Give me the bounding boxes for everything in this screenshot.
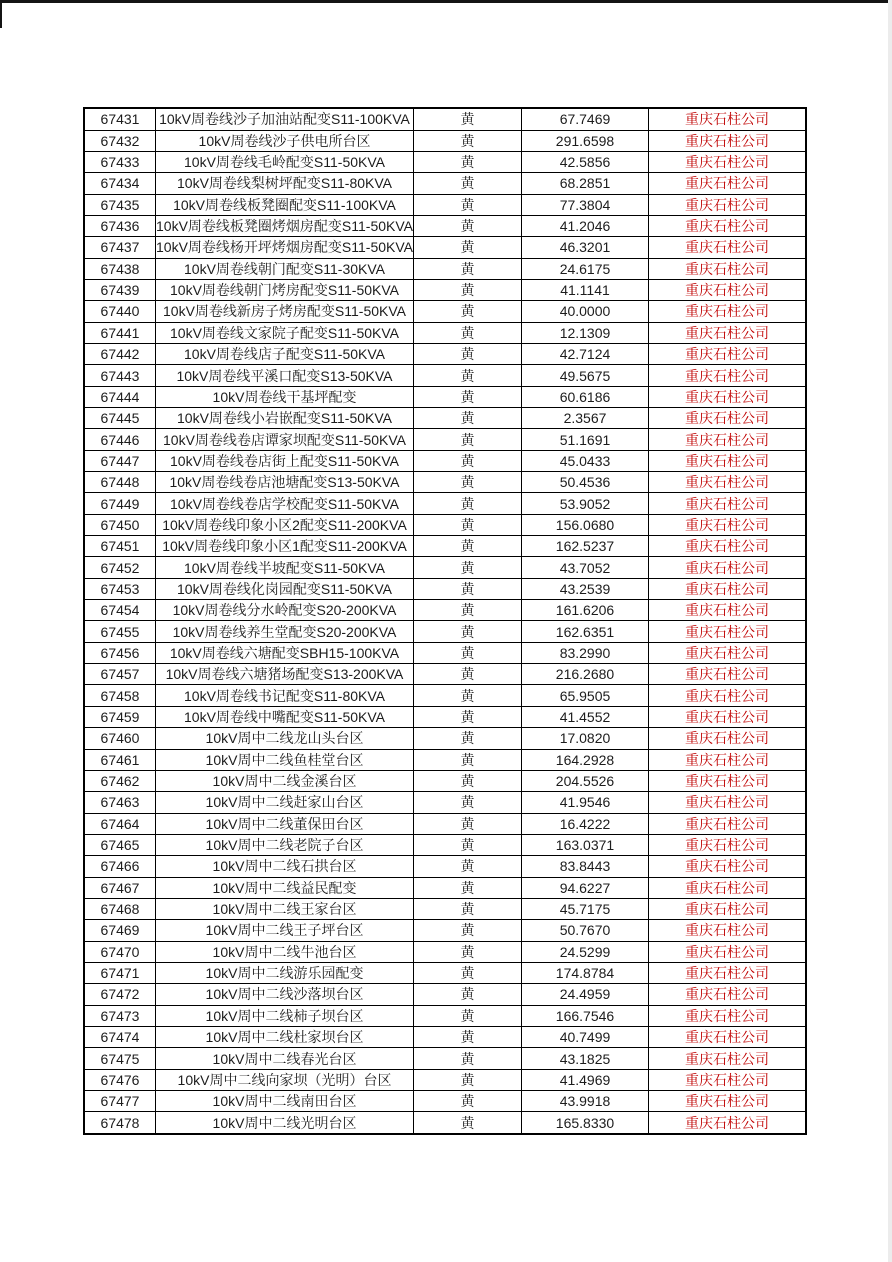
company-cell: 重庆石柱公司 [649,1112,807,1134]
status-cell: 黄 [414,770,522,791]
id-cell: 67452 [84,557,156,578]
id-cell: 67444 [84,386,156,407]
id-cell: 67437 [84,237,156,258]
id-cell: 67476 [84,1069,156,1090]
name-cell: 10kV周卷线印象小区1配变S11-200KVA [156,536,414,557]
table-row [84,258,806,279]
name-cell: 10kV周卷线梨树坪配变S11-80KVA [156,173,414,194]
value-cell: 17.0820 [522,728,649,749]
table-row [84,1069,806,1090]
value-cell: 165.8330 [522,1112,649,1134]
name-cell: 10kV周卷线板凳圈烤烟房配变S11-50KVA [156,215,414,236]
value-cell: 41.9546 [522,792,649,813]
status-cell: 黄 [414,1112,522,1134]
id-cell: 67448 [84,472,156,493]
status-cell: 黄 [414,642,522,663]
company-cell: 重庆石柱公司 [649,685,807,706]
id-cell: 67445 [84,408,156,429]
value-cell: 45.0433 [522,450,649,471]
name-cell: 10kV周卷线卷店池塘配变S13-50KVA [156,472,414,493]
company-cell: 重庆石柱公司 [649,621,807,642]
table-row [84,237,806,258]
id-cell: 67439 [84,279,156,300]
table-row [84,941,806,962]
id-cell: 67473 [84,1005,156,1026]
name-cell: 10kV周卷线朝门烤房配变S11-50KVA [156,279,414,300]
company-cell: 重庆石柱公司 [649,600,807,621]
page-right-edge [888,0,892,1262]
company-cell: 重庆石柱公司 [649,1005,807,1026]
id-cell: 67460 [84,728,156,749]
name-cell: 10kV周卷线平溪口配变S13-50KVA [156,365,414,386]
name-cell: 10kV周中二线春光台区 [156,1048,414,1069]
status-cell: 黄 [414,1026,522,1047]
value-cell: 162.5237 [522,536,649,557]
status-cell: 黄 [414,877,522,898]
status-cell: 黄 [414,514,522,535]
status-cell: 黄 [414,856,522,877]
name-cell: 10kV周中二线游乐园配变 [156,962,414,983]
id-cell: 67454 [84,600,156,621]
name-cell: 10kV周卷线卷店谭家坝配变S11-50KVA [156,429,414,450]
id-cell: 67449 [84,493,156,514]
status-cell: 黄 [414,258,522,279]
status-cell: 黄 [414,173,522,194]
name-cell: 10kV周中二线牛池台区 [156,941,414,962]
status-cell: 黄 [414,536,522,557]
name-cell: 10kV周中二线董保田台区 [156,813,414,834]
name-cell: 10kV周中二线向家坝（光明）台区 [156,1069,414,1090]
name-cell: 10kV周中二线老院子台区 [156,834,414,855]
value-cell: 42.5856 [522,151,649,172]
company-cell: 重庆石柱公司 [649,472,807,493]
name-cell: 10kV周卷线新房子烤房配变S11-50KVA [156,301,414,322]
status-cell: 黄 [414,706,522,727]
status-cell: 黄 [414,728,522,749]
table-row [84,536,806,557]
id-cell: 67443 [84,365,156,386]
status-cell: 黄 [414,194,522,215]
name-cell: 10kV周卷线沙子加油站配变S11-100KVA [156,108,414,130]
status-cell: 黄 [414,621,522,642]
company-cell: 重庆石柱公司 [649,429,807,450]
name-cell: 10kV周卷线半坡配变S11-50KVA [156,557,414,578]
name-cell: 10kV周中二线王子坪台区 [156,920,414,941]
company-cell: 重庆石柱公司 [649,962,807,983]
value-cell: 43.9918 [522,1091,649,1112]
table-row [84,728,806,749]
table-row [84,386,806,407]
company-cell: 重庆石柱公司 [649,877,807,898]
id-cell: 67477 [84,1091,156,1112]
table-row [84,343,806,364]
status-cell: 黄 [414,322,522,343]
table-row [84,472,806,493]
id-cell: 67474 [84,1026,156,1047]
company-cell: 重庆石柱公司 [649,173,807,194]
table-row [84,664,806,685]
table-row [84,898,806,919]
table-row [84,1005,806,1026]
status-cell: 黄 [414,386,522,407]
name-cell: 10kV周中二线沙落坝台区 [156,984,414,1005]
value-cell: 65.9505 [522,685,649,706]
page-top-edge [0,0,892,3]
id-cell: 67465 [84,834,156,855]
company-cell: 重庆石柱公司 [649,898,807,919]
status-cell: 黄 [414,1091,522,1112]
name-cell: 10kV周卷线卷店街上配变S11-50KVA [156,450,414,471]
value-cell: 164.2928 [522,749,649,770]
status-cell: 黄 [414,1005,522,1026]
value-cell: 41.2046 [522,215,649,236]
table-row [84,173,806,194]
value-cell: 40.0000 [522,301,649,322]
table-row [84,450,806,471]
table-row [84,834,806,855]
table-row [84,1026,806,1047]
company-cell: 重庆石柱公司 [649,1048,807,1069]
name-cell: 10kV周卷线小岩嵌配变S11-50KVA [156,408,414,429]
status-cell: 黄 [414,493,522,514]
table-row [84,557,806,578]
company-cell: 重庆石柱公司 [649,386,807,407]
value-cell: 60.6186 [522,386,649,407]
name-cell: 10kV周卷线干基坪配变 [156,386,414,407]
status-cell: 黄 [414,600,522,621]
table-row [84,600,806,621]
company-cell: 重庆石柱公司 [649,856,807,877]
status-cell: 黄 [414,108,522,130]
value-cell: 83.2990 [522,642,649,663]
company-cell: 重庆石柱公司 [649,493,807,514]
name-cell: 10kV周中二线赶家山台区 [156,792,414,813]
company-cell: 重庆石柱公司 [649,237,807,258]
id-cell: 67471 [84,962,156,983]
table-row [84,1091,806,1112]
name-cell: 10kV周中二线石拱台区 [156,856,414,877]
name-cell: 10kV周中二线益民配变 [156,877,414,898]
table-row [84,1112,806,1134]
table-row [84,749,806,770]
company-cell: 重庆石柱公司 [649,343,807,364]
value-cell: 41.1141 [522,279,649,300]
company-cell: 重庆石柱公司 [649,301,807,322]
company-cell: 重庆石柱公司 [649,194,807,215]
value-cell: 16.4222 [522,813,649,834]
table-row [84,514,806,535]
value-cell: 204.5526 [522,770,649,791]
value-cell: 24.4959 [522,984,649,1005]
status-cell: 黄 [414,1069,522,1090]
company-cell: 重庆石柱公司 [649,215,807,236]
status-cell: 黄 [414,792,522,813]
value-cell: 156.0680 [522,514,649,535]
table-row [84,215,806,236]
name-cell: 10kV周中二线王家台区 [156,898,414,919]
status-cell: 黄 [414,685,522,706]
id-cell: 67458 [84,685,156,706]
value-cell: 161.6206 [522,600,649,621]
status-cell: 黄 [414,941,522,962]
status-cell: 黄 [414,557,522,578]
value-cell: 41.4552 [522,706,649,727]
status-cell: 黄 [414,215,522,236]
value-cell: 68.2851 [522,173,649,194]
table-row [84,151,806,172]
status-cell: 黄 [414,130,522,151]
table-row [84,130,806,151]
id-cell: 67431 [84,108,156,130]
id-cell: 67450 [84,514,156,535]
id-cell: 67435 [84,194,156,215]
status-cell: 黄 [414,920,522,941]
id-cell: 67478 [84,1112,156,1134]
table-row [84,685,806,706]
status-cell: 黄 [414,365,522,386]
value-cell: 46.3201 [522,237,649,258]
name-cell: 10kV周卷线六塘配变SBH15-100KVA [156,642,414,663]
company-cell: 重庆石柱公司 [649,941,807,962]
id-cell: 67453 [84,578,156,599]
name-cell: 10kV周中二线金溪台区 [156,770,414,791]
company-cell: 重庆石柱公司 [649,1026,807,1047]
table-row [84,194,806,215]
value-cell: 50.7670 [522,920,649,941]
value-cell: 53.9052 [522,493,649,514]
id-cell: 67434 [84,173,156,194]
table-row [84,856,806,877]
value-cell: 43.7052 [522,557,649,578]
name-cell: 10kV周卷线印象小区2配变S11-200KVA [156,514,414,535]
id-cell: 67463 [84,792,156,813]
table-row [84,962,806,983]
status-cell: 黄 [414,472,522,493]
company-cell: 重庆石柱公司 [649,664,807,685]
id-cell: 67472 [84,984,156,1005]
company-cell: 重庆石柱公司 [649,408,807,429]
status-cell: 黄 [414,279,522,300]
value-cell: 216.2680 [522,664,649,685]
name-cell: 10kV周中二线杜家坝台区 [156,1026,414,1047]
value-cell: 24.6175 [522,258,649,279]
value-cell: 41.4969 [522,1069,649,1090]
value-cell: 94.6227 [522,877,649,898]
company-cell: 重庆石柱公司 [649,450,807,471]
status-cell: 黄 [414,450,522,471]
id-cell: 67475 [84,1048,156,1069]
table-row [84,365,806,386]
id-cell: 67461 [84,749,156,770]
status-cell: 黄 [414,1048,522,1069]
name-cell: 10kV周卷线养生堂配变S20-200KVA [156,621,414,642]
company-cell: 重庆石柱公司 [649,365,807,386]
company-cell: 重庆石柱公司 [649,322,807,343]
id-cell: 67455 [84,621,156,642]
status-cell: 黄 [414,898,522,919]
value-cell: 12.1309 [522,322,649,343]
id-cell: 67442 [84,343,156,364]
company-cell: 重庆石柱公司 [649,514,807,535]
value-cell: 2.3567 [522,408,649,429]
status-cell: 黄 [414,749,522,770]
name-cell: 10kV周卷线六塘猪场配变S13-200KVA [156,664,414,685]
company-cell: 重庆石柱公司 [649,536,807,557]
table-row [84,920,806,941]
company-cell: 重庆石柱公司 [649,108,807,130]
value-cell: 40.7499 [522,1026,649,1047]
id-cell: 67466 [84,856,156,877]
table-row [84,108,806,130]
value-cell: 174.8784 [522,962,649,983]
name-cell: 10kV周卷线沙子供电所台区 [156,130,414,151]
table-row [84,429,806,450]
status-cell: 黄 [414,408,522,429]
value-cell: 50.4536 [522,472,649,493]
table-row [84,1048,806,1069]
id-cell: 67446 [84,429,156,450]
id-cell: 67451 [84,536,156,557]
table-row [84,706,806,727]
name-cell: 10kV周卷线书记配变S11-80KVA [156,685,414,706]
id-cell: 67459 [84,706,156,727]
table-row [84,322,806,343]
name-cell: 10kV周卷线中嘴配变S11-50KVA [156,706,414,727]
company-cell: 重庆石柱公司 [649,834,807,855]
value-cell: 51.1691 [522,429,649,450]
id-cell: 67441 [84,322,156,343]
status-cell: 黄 [414,578,522,599]
name-cell: 10kV周卷线卷店学校配变S11-50KVA [156,493,414,514]
distribution-transformer-table [83,107,807,1135]
table-row [84,642,806,663]
company-cell: 重庆石柱公司 [649,279,807,300]
name-cell: 10kV周卷线店子配变S11-50KVA [156,343,414,364]
company-cell: 重庆石柱公司 [649,557,807,578]
name-cell: 10kV周中二线光明台区 [156,1112,414,1134]
status-cell: 黄 [414,962,522,983]
table-row [84,493,806,514]
name-cell: 10kV周卷线分水岭配变S20-200KVA [156,600,414,621]
status-cell: 黄 [414,301,522,322]
status-cell: 黄 [414,834,522,855]
status-cell: 黄 [414,237,522,258]
name-cell: 10kV周中二线柿子坝台区 [156,1005,414,1026]
table-row [84,770,806,791]
id-cell: 67438 [84,258,156,279]
value-cell: 49.5675 [522,365,649,386]
table-row [84,301,806,322]
status-cell: 黄 [414,984,522,1005]
name-cell: 10kV周卷线朝门配变S11-30KVA [156,258,414,279]
value-cell: 163.0371 [522,834,649,855]
value-cell: 42.7124 [522,343,649,364]
company-cell: 重庆石柱公司 [649,1091,807,1112]
value-cell: 77.3804 [522,194,649,215]
company-cell: 重庆石柱公司 [649,258,807,279]
table-row [84,984,806,1005]
company-cell: 重庆石柱公司 [649,706,807,727]
company-cell: 重庆石柱公司 [649,749,807,770]
status-cell: 黄 [414,813,522,834]
company-cell: 重庆石柱公司 [649,642,807,663]
id-cell: 67456 [84,642,156,663]
company-cell: 重庆石柱公司 [649,792,807,813]
value-cell: 43.1825 [522,1048,649,1069]
id-cell: 67468 [84,898,156,919]
value-cell: 291.6598 [522,130,649,151]
table-row [84,279,806,300]
name-cell: 10kV周中二线鱼桂堂台区 [156,749,414,770]
id-cell: 67440 [84,301,156,322]
id-cell: 67432 [84,130,156,151]
table-row [84,877,806,898]
value-cell: 67.7469 [522,108,649,130]
value-cell: 45.7175 [522,898,649,919]
id-cell: 67470 [84,941,156,962]
id-cell: 67447 [84,450,156,471]
id-cell: 67464 [84,813,156,834]
company-cell: 重庆石柱公司 [649,770,807,791]
id-cell: 67462 [84,770,156,791]
company-cell: 重庆石柱公司 [649,151,807,172]
table-row [84,792,806,813]
table-body [84,108,806,1134]
name-cell: 10kV周卷线文家院子配变S11-50KVA [156,322,414,343]
value-cell: 24.5299 [522,941,649,962]
id-cell: 67469 [84,920,156,941]
value-cell: 83.8443 [522,856,649,877]
value-cell: 166.7546 [522,1005,649,1026]
table-row [84,621,806,642]
status-cell: 黄 [414,151,522,172]
company-cell: 重庆石柱公司 [649,728,807,749]
id-cell: 67436 [84,215,156,236]
company-cell: 重庆石柱公司 [649,578,807,599]
name-cell: 10kV周卷线化岗园配变S11-50KVA [156,578,414,599]
name-cell: 10kV周中二线南田台区 [156,1091,414,1112]
table-row [84,408,806,429]
company-cell: 重庆石柱公司 [649,984,807,1005]
value-cell: 162.6351 [522,621,649,642]
id-cell: 67433 [84,151,156,172]
table-row [84,578,806,599]
company-cell: 重庆石柱公司 [649,813,807,834]
status-cell: 黄 [414,343,522,364]
company-cell: 重庆石柱公司 [649,130,807,151]
value-cell: 43.2539 [522,578,649,599]
status-cell: 黄 [414,664,522,685]
id-cell: 67457 [84,664,156,685]
name-cell: 10kV周卷线毛岭配变S11-50KVA [156,151,414,172]
status-cell: 黄 [414,429,522,450]
company-cell: 重庆石柱公司 [649,920,807,941]
table-row [84,813,806,834]
page-left-edge [0,0,2,28]
name-cell: 10kV周卷线杨开坪烤烟房配变S11-50KVA [156,237,414,258]
name-cell: 10kV周卷线板凳圈配变S11-100KVA [156,194,414,215]
name-cell: 10kV周中二线龙山头台区 [156,728,414,749]
id-cell: 67467 [84,877,156,898]
company-cell: 重庆石柱公司 [649,1069,807,1090]
